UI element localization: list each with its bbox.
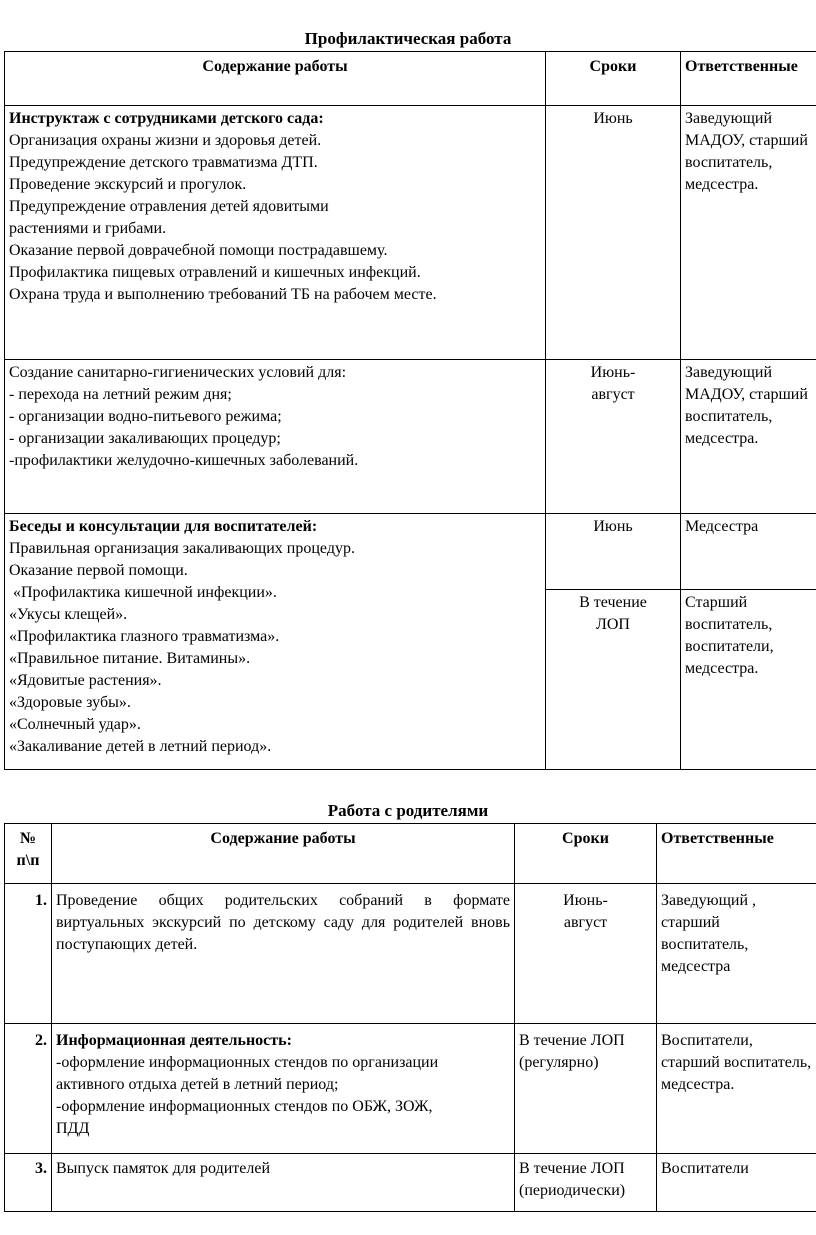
row-content <box>5 514 546 770</box>
row-number: 3. <box>5 1154 52 1212</box>
row-line: Правильная организация закаливающих процедур. <box>9 540 355 557</box>
row-content <box>5 106 546 360</box>
row-line: Предупреждение отравления детей ядовитыми растениями и грибами. <box>9 198 329 237</box>
header-content: Содержание работы <box>52 824 515 884</box>
row-line: -профилактики желудочно-кишечных заболеваний. <box>9 452 359 469</box>
row-line: -оформление информационных стендов по ОБЖ, ЗОЖ, ПДД <box>56 1098 433 1137</box>
table-row <box>5 1154 816 1212</box>
row-responsible: Заведующий , старший воспитатель, медсестра <box>657 884 816 1024</box>
row-term: В течение ЛОП (регулярно) <box>515 1024 657 1154</box>
parents-header-row <box>5 824 816 884</box>
header-term: Сроки <box>546 52 681 106</box>
table-row <box>5 1024 816 1154</box>
row-heading: Инструктаж с сотрудниками детского сада: <box>9 110 324 127</box>
row-line: Оказание первой помощи. <box>9 562 188 579</box>
row-line: -оформление информационных стендов по организации активного отдыха детей в летний период; <box>56 1054 439 1093</box>
row-line: - перехода на летний режим дня; <box>9 386 232 403</box>
row-line: «Закаливание детей в летний период». <box>9 738 272 755</box>
row-line: «Правильное питание. Витамины». <box>9 650 251 667</box>
row-line: Проведение экскурсий и прогулок. <box>9 176 247 193</box>
header-number: № п\п <box>5 824 52 884</box>
row-term-2: В течение ЛОП <box>546 590 681 770</box>
table-row <box>5 106 816 360</box>
row-content <box>5 360 546 514</box>
row-term: Июнь-август <box>546 360 681 514</box>
prevention-header-row <box>5 52 816 106</box>
row-line: «Солнечный удар». <box>9 716 141 733</box>
row-line: - организации закаливающих процедур; <box>9 430 281 447</box>
row-responsible: Воспитатели <box>657 1154 816 1212</box>
row-term: Июнь-август <box>515 884 657 1024</box>
row-responsible: Медсестра <box>681 514 816 590</box>
row-line: «Профилактика глазного травматизма». <box>9 628 280 645</box>
row-content: Выпуск памяток для родителей <box>52 1154 515 1212</box>
header-term: Сроки <box>515 824 657 884</box>
row-responsible: Воспитатели, старший воспитатель, медсестра. <box>657 1024 816 1154</box>
row-term: Июнь <box>546 514 681 590</box>
header-content: Содержание работы <box>5 52 546 106</box>
prevention-table <box>4 51 816 770</box>
row-responsible-2: Старший воспитатель, воспитатели, медсестра. <box>681 590 816 770</box>
row-line: «Профилактика кишечной инфекции». <box>9 584 277 601</box>
table-row <box>5 360 816 514</box>
row-content <box>52 1024 515 1154</box>
row-line: «Укусы клещей». <box>9 606 128 623</box>
row-content: Проведение общих родительских собраний в формате виртуальных экскурсий по детскому саду для родителей вновь поступающих детей. <box>52 884 515 1024</box>
row-line: «Здоровые зубы». <box>9 694 131 711</box>
row-line: Предупреждение детского травматизма ДТП. <box>9 154 318 171</box>
row-line: Охрана труда и выполнению требований ТБ на рабочем месте. <box>9 286 437 303</box>
row-responsible: Заведующий МАДОУ, старший воспитатель, медсестра. <box>681 360 816 514</box>
row-line: - организации водно-питьевого режима; <box>9 408 282 425</box>
row-number: 2. <box>5 1024 52 1154</box>
header-responsible: Ответственные <box>657 824 816 884</box>
row-term: В течение ЛОП (периодически) <box>515 1154 657 1212</box>
row-line: Профилактика пищевых отравлений и кишечных инфекций. <box>9 264 421 281</box>
row-line: Организация охраны жизни и здоровья детей. <box>9 132 322 149</box>
prevention-title: Профилактическая работа <box>304 29 512 48</box>
row-line: «Ядовитые растения». <box>9 672 162 689</box>
row-line: Оказание первой доврачебной помощи пострадавшему. <box>9 242 388 259</box>
row-term: Июнь <box>546 106 681 360</box>
row-number: 1. <box>5 884 52 1024</box>
table-row <box>5 514 816 590</box>
table-row <box>5 884 816 1024</box>
row-line: Создание санитарно-гигиенических условий для: <box>9 364 347 381</box>
parents-table <box>4 823 816 1212</box>
row-heading: Информационная деятельность: <box>56 1032 292 1049</box>
row-responsible: Заведующий МАДОУ, старший воспитатель, медсестра. <box>681 106 816 360</box>
header-responsible: Ответственные <box>681 52 816 106</box>
row-heading: Беседы и консультации для воспитателей: <box>9 518 318 535</box>
parents-title: Работа с родителями <box>327 801 489 820</box>
